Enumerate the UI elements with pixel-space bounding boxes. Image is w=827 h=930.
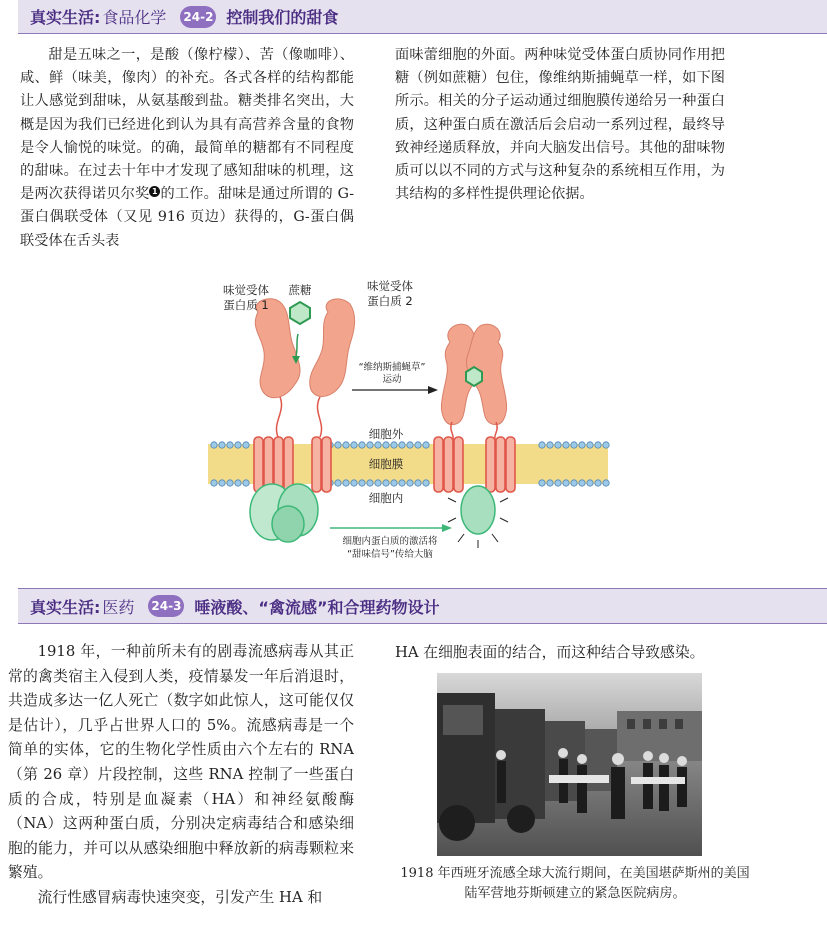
label-intracellular: 细胞内 bbox=[368, 491, 404, 505]
label-receptor-1-line1: 味觉受体 bbox=[223, 283, 269, 297]
box1-left-column bbox=[20, 44, 354, 253]
box1-paragraph bbox=[20, 44, 354, 253]
box-header-medicine bbox=[18, 588, 827, 624]
box-header-food-chemistry bbox=[18, 0, 827, 34]
receptor-protein-2-open bbox=[310, 299, 355, 437]
box1-right-column bbox=[395, 44, 725, 206]
box-number-badge: 24-3 bbox=[148, 595, 184, 617]
box2-left-column bbox=[8, 640, 354, 911]
label-signal-line1: 细胞内蛋白质的激活将 bbox=[342, 536, 438, 547]
label-receptor-2-line1: 味觉受体 bbox=[367, 279, 413, 293]
label-receptor-2-line2: 蛋白质 2 bbox=[367, 294, 413, 308]
label-sucrose: 蔗糖 bbox=[288, 283, 312, 297]
receptor-closed-complex bbox=[442, 324, 507, 442]
g-protein-activated bbox=[448, 486, 508, 548]
box-topic: 医药 bbox=[102, 597, 135, 617]
box-title: 唾液酸、“禽流感”和合理药物设计 bbox=[194, 597, 440, 617]
label-venus-flytrap-motion-line2: 运动 bbox=[382, 374, 402, 385]
motion-arrow bbox=[352, 386, 438, 394]
box1-text-part1: 甜是五味之一，是酸（像柠檬）、苦（像咖啡）、咸、鲜（味美，像肉）的补充。各式各样的结构都能让人感觉到甜味，从氨基酸到盐。糖类排名突出，大概是因为我们已经进化到认为具有高营养含量的食物是令人愉悦的味觉。的确，最简单的糖都有不同程度的甜味。在过去十年中才发现了感知甜味的机理，这是两次获得诺贝尔奖 bbox=[20, 47, 354, 203]
label-cell-membrane: 细胞膜 bbox=[368, 457, 404, 471]
label-signal-line2: “甜味信号”传给大脑 bbox=[347, 549, 433, 560]
box2-paragraph-continued: HA 在细胞表面的结合，而这种结合导致感染。 bbox=[395, 644, 705, 661]
box-number-badge: 24-2 bbox=[180, 6, 216, 28]
label-receptor-1-line2: 蛋白质 1 bbox=[223, 298, 269, 312]
photo-caption: 1918 年西班牙流感全球大流行期间，在美国堪萨斯州的美国陆军营地芬斯顿建立的紧急医院病房。 bbox=[400, 866, 750, 901]
box-topic: 食品化学 bbox=[102, 8, 167, 27]
sweet-taste-receptor-figure bbox=[180, 272, 660, 572]
photo-illustration bbox=[437, 673, 702, 856]
footnote-marker[interactable]: 1 bbox=[149, 186, 160, 197]
g-protein-inactive bbox=[250, 484, 318, 542]
box2-right-column bbox=[395, 641, 735, 666]
box-label: 真实生活: bbox=[30, 597, 101, 617]
label-extracellular: 细胞外 bbox=[368, 427, 404, 441]
box-title: 控制我们的甜食 bbox=[226, 8, 339, 27]
transmembrane-helices-left bbox=[254, 437, 331, 492]
box1-paragraph-continued: 面味蕾细胞的外面。两种味觉受体蛋白质协同作用把糖（例如蔗糖）包住，像维纳斯捕蝇草一样，如下图所示。相关的分子运动通过细胞膜传递给另一种蛋白质，这种蛋白质在激活后会启动一系列过程，最终导致神经递质释放，并向大脑发出信号。其他的甜味物质可以以不同的方式与这种复杂的系统相互作用，为其结构的多样性提供理论依据。 bbox=[395, 47, 725, 203]
box2-paragraph-2: 流行性感冒病毒快速突变，引发产生 HA 和 bbox=[37, 888, 323, 906]
box2-paragraph-1: 1918 年，一种前所未有的剧毒流感病毒从其正常的禽类宿主入侵到人类，疫情暴发一年后消退时，共造成多达一亿人死亡（数字如此惊人，这可能仅仅是估计），几乎占世界人口的 5%。流感病毒是一个简单的实体，它的生物化学性质由六个左右的 RNA（第 26 章）片段控制，这些 RNA 控制了一些蛋白质的合成，特别是血凝素（HA）和神经氨酸酶（NA）这两种蛋白质，分别决定病毒结合和感染细胞的能力，并可以从感染细胞中释放新的病毒颗粒来繁殖。 bbox=[8, 643, 354, 882]
label-venus-flytrap-motion-line1: “维纳斯捕蝇草” bbox=[358, 362, 426, 373]
historical-photo-ambulance-ward bbox=[437, 673, 702, 856]
signal-arrow bbox=[330, 524, 452, 532]
box1-text-part2: 的工作。甜味是通过所谓的 G-蛋白偶联受体（又见 916 页边）获得的，G-蛋白偶联受体在舌头表 bbox=[20, 186, 354, 249]
box-label: 真实生活: bbox=[30, 8, 101, 27]
